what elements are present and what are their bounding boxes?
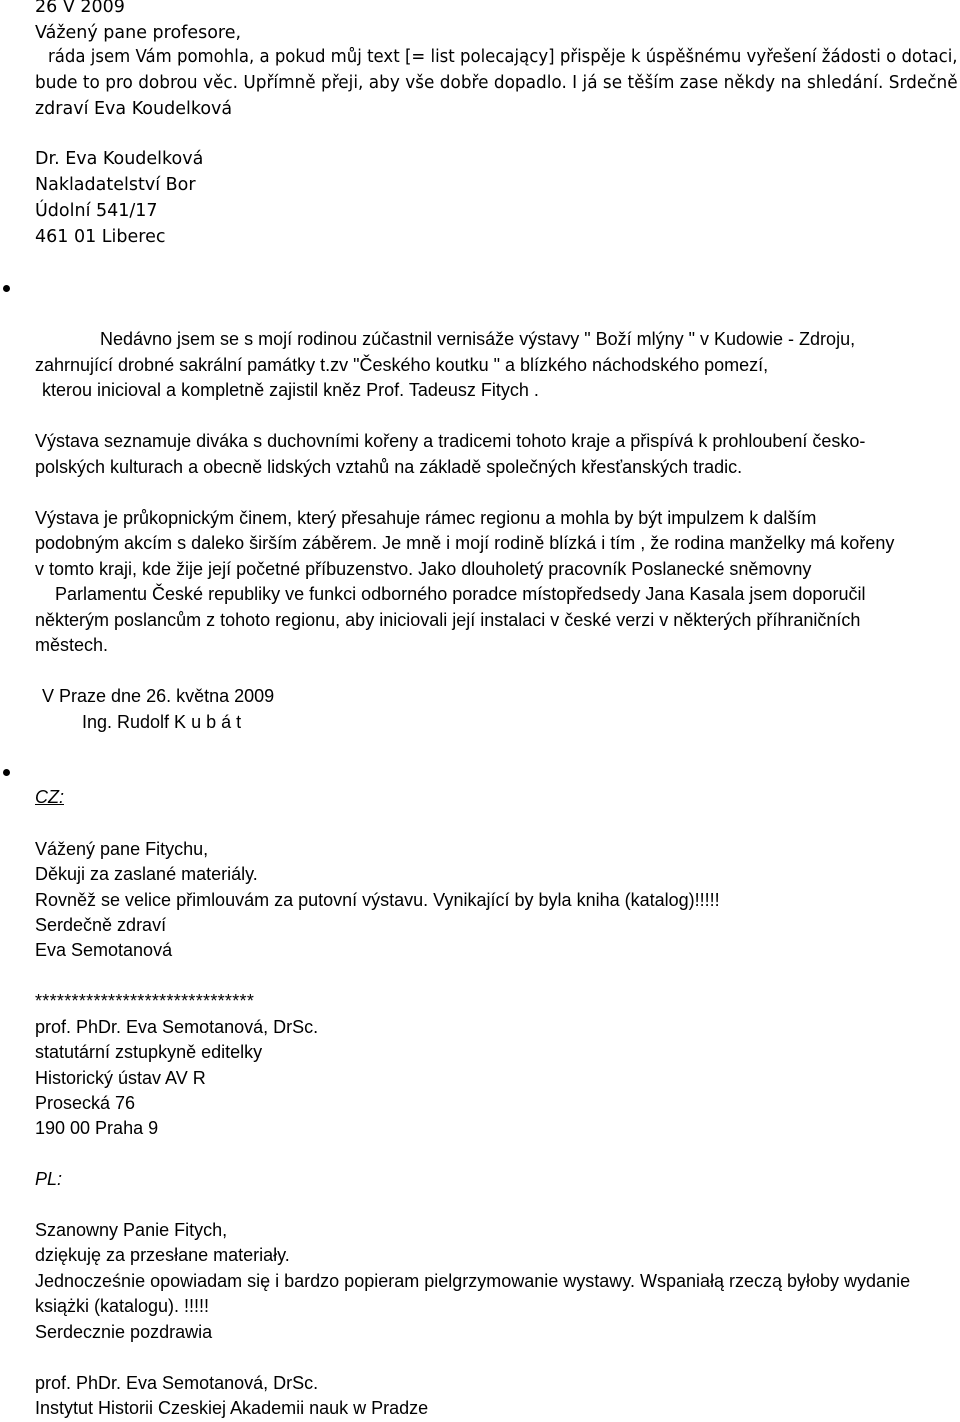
signature-kubat: Ing. Rudolf K u b á t (82, 712, 242, 732)
cz-line-4: Serdečně zdraví (35, 915, 167, 935)
para3-line-6: městech. (35, 635, 109, 655)
bullet-2 (3, 769, 10, 776)
address-city: 461 01 Liberec (35, 227, 166, 247)
semotanova-street: Prosecká 76 (35, 1093, 136, 1113)
semotanova-city: 190 00 Praha 9 (35, 1118, 159, 1138)
separator-stars: ****************************** (35, 991, 255, 1011)
cz-line-5: Eva Semotanová (35, 940, 173, 960)
pl-signature-name: prof. PhDr. Eva Semotanová, DrSc. (35, 1373, 319, 1393)
para3-line-4: Parlamentu České republiky ve funkci odborného poradce místopředsedy Jana Kasala jsem doporučil (55, 584, 866, 604)
semotanova-institute: Historický ústav AV R (35, 1068, 206, 1088)
intro-line-1: ráda jsem Vám pomohla, a pokud můj text [= list polecający] přispěje k úspěšnému vyřešení žádosti o dotaci, (48, 47, 958, 67)
cz-line-3: Rovněž se velice přimlouvám za putovní výstavu. Vynikající by byla kniha (katalog)!!!!! (35, 890, 720, 910)
pl-line-1: Szanowny Panie Fitych, (35, 1220, 228, 1240)
pl-line-4: książki (katalogu). !!!!! (35, 1296, 210, 1316)
para3-line-3: v tomto kraji, kde žije její početné příbuzenstvo. Jako dlouholetý pracovník Poslanecké sněmovny (35, 559, 812, 579)
para3-line-1: Výstava je průkopnickým činem, který přesahuje rámec regionu a mohla by být impulzem k dalším (35, 508, 817, 528)
date: 26 V 2009 (35, 0, 125, 17)
address-street: Údolní 541/17 (35, 201, 158, 221)
semotanova-role: statutární zstupkyně editelky (35, 1042, 263, 1062)
cz-label: CZ: (35, 787, 64, 807)
para2-line-2: polských kulturach a obecně lidských vztahů na základě společných křesťanských tradic. (35, 457, 743, 477)
place-date: V Praze dne 26. května 2009 (42, 686, 275, 706)
cz-line-1: Vážený pane Fitychu, (35, 839, 209, 859)
para3-line-2: podobným akcím s daleko širším záběrem. Je mně i mojí rodině blízká i tím , že rodina manželky má kořeny (35, 533, 895, 553)
pl-signature-institute: Instytut Historii Czeskiej Akademii nauk w Pradze (35, 1398, 429, 1418)
para1-line-3: kterou inicioval a kompletně zajistil kněz Prof. Tadeusz Fitych . (42, 380, 539, 400)
semotanova-name: prof. PhDr. Eva Semotanová, DrSc. (35, 1017, 319, 1037)
pl-line-5: Serdecznie pozdrawia (35, 1322, 213, 1342)
pl-line-3: Jednocześnie opowiadam się i bardzo popieram pielgrzymowanie wystawy. Wspaniałą rzeczą byłoby wydanie (35, 1271, 911, 1291)
cz-line-2: Děkuji za zaslané materiály. (35, 864, 258, 884)
para1-line-1: Nedávno jsem se s mojí rodinou zúčastnil vernisáže výstavy " Boží mlýny " v Kudowie - Zdroju, (100, 329, 856, 349)
address-name: Dr. Eva Koudelková (35, 149, 204, 169)
bullet-1 (3, 285, 10, 292)
para2-line-1: Výstava seznamuje diváka s duchovními kořeny a tradicemi tohoto kraje a přispívá k prohloubení česko- (35, 431, 866, 451)
para3-line-5: některým poslancům z tohoto regionu, aby iniciovali její instalaci v české verzi v některých příhraničních (35, 610, 861, 630)
intro-line-3: zdraví Eva Koudelková (35, 99, 233, 119)
para1-line-2: zahrnující drobné sakrální památky t.zv "Českého koutku " a blízkého náchodského pomezí, (35, 355, 769, 375)
salutation: Vážený pane profesore, (35, 23, 242, 43)
intro-line-2: bude to pro dobrou věc. Upřímně přeji, aby vše dobře dopadlo. I já se těším zase někdy na shledání. Srdečně (35, 73, 958, 93)
address-publisher: Nakladatelství Bor (35, 175, 196, 195)
pl-line-2: dziękuję za przesłane materiały. (35, 1245, 290, 1265)
pl-label: PL: (35, 1169, 63, 1189)
